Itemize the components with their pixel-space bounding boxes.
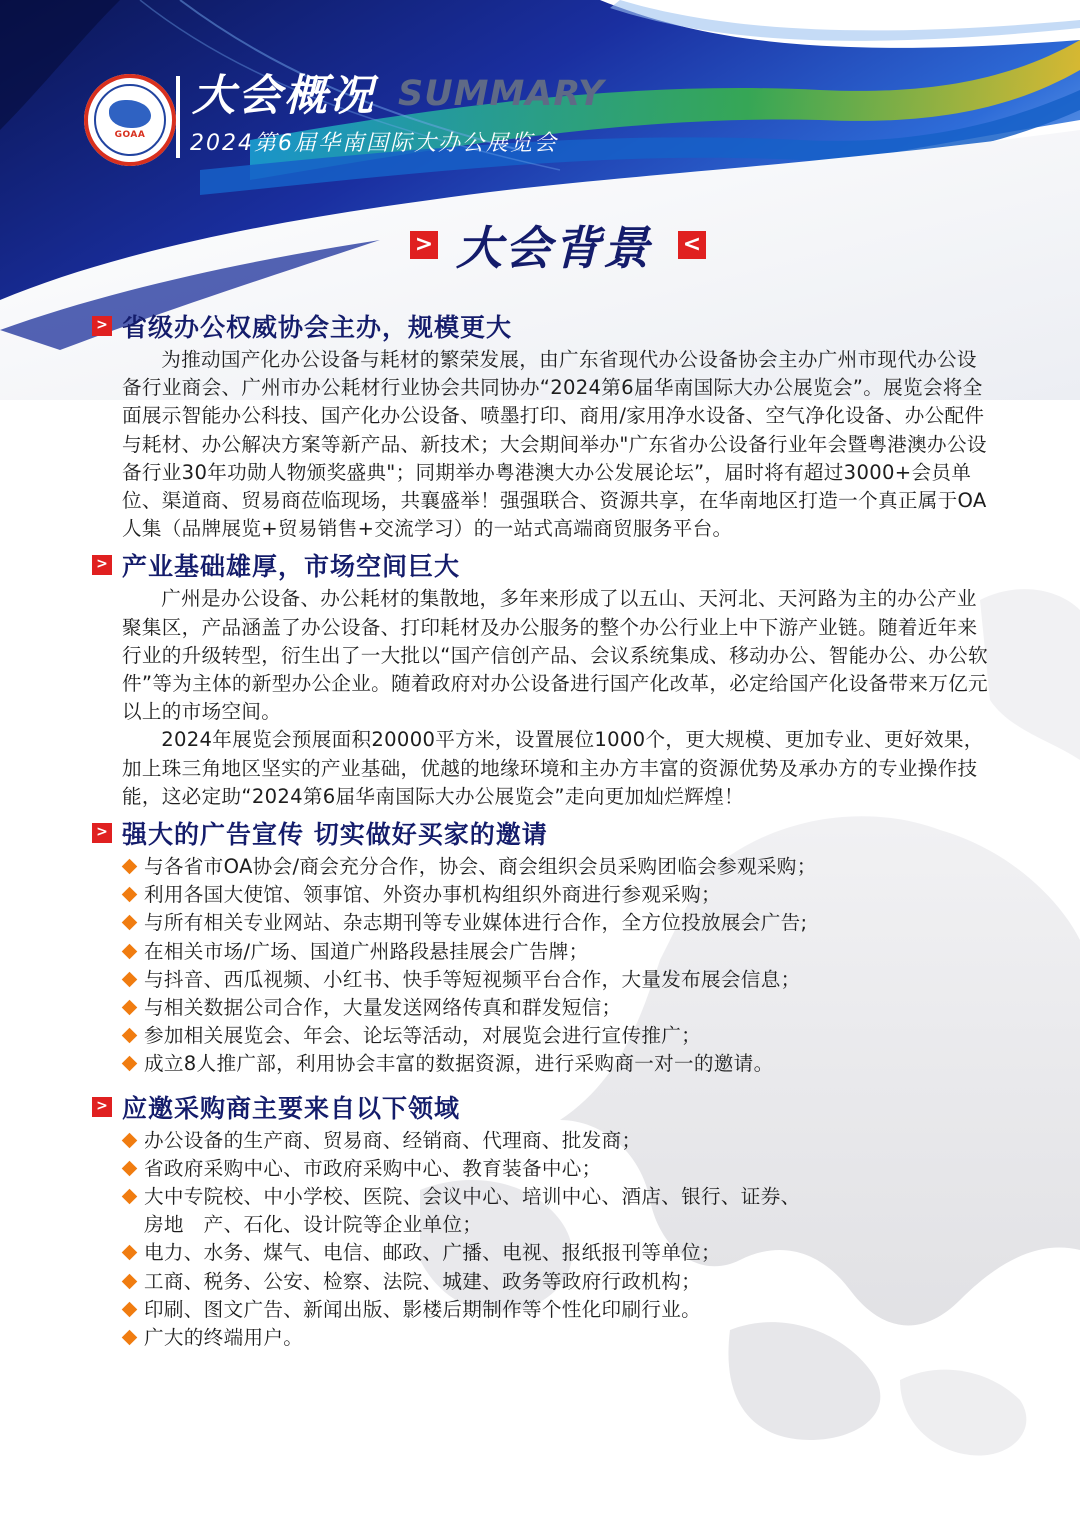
list-item-text: 与抖音、西瓜视频、小红书、快手等短视频平台合作，大量发布展会信息； bbox=[144, 967, 801, 991]
section-paragraph: 2024年展览会预展面积20000平方米，设置展位1000个，更大规模、更加专业、更好效果，加上珠三角地区坚实的产业基础，优越的地缘环境和主办方丰富的资源优势及承办方的专业操作技能，这必定助“2024第6届华南国际大办公展览会”走向更加灿烂辉煌！ bbox=[122, 728, 984, 808]
chevron-right-icon: > bbox=[92, 316, 112, 336]
section-paragraph: 广州是办公设备、办公耗材的集散地，多年来形成了以五山、天河北、天河路为主的办公产业聚集区，产品涵盖了办公设备、打印耗材及办公服务的整个办公行业上中下游产业链。随着近年来行业的升级转型，衍生出了一大批以“国产信创产品、会议系统集成、移动办公、智能办公、办公软件”等为主体的新型办公企业。随着政府对办公设备进行国产化改革，必定给国产化设备带来万亿元以上的市场空间。 bbox=[122, 587, 988, 724]
buyer-list bbox=[122, 1127, 992, 1353]
logo-text: GOAA bbox=[114, 130, 146, 140]
section-title: 省级办公权威协会主办，规模更大 bbox=[122, 313, 513, 342]
list-item bbox=[122, 1022, 992, 1050]
diamond-bullet-icon bbox=[122, 1056, 138, 1072]
section-title: 应邀采购商主要来自以下领域 bbox=[122, 1093, 461, 1123]
list-item-text: 工商、税务、公安、检察、法院、城建、政务等政府行政机构； bbox=[144, 1269, 702, 1293]
list-item-text: 利用各国大使馆、领事馆、外资办事机构组织外商进行参观采购； bbox=[144, 883, 721, 907]
list-item-text: 广大的终端用户。 bbox=[144, 1326, 304, 1350]
section-heading-4 bbox=[92, 1089, 992, 1125]
list-item-text: 与相关数据公司合作，大量发送网络传真和群发短信； bbox=[144, 996, 622, 1020]
chevron-right-icon: > bbox=[410, 231, 438, 259]
diamond-bullet-icon bbox=[122, 1273, 138, 1289]
list-item bbox=[122, 1127, 992, 1155]
list-item bbox=[122, 853, 992, 881]
list-item-text: 办公设备的生产商、贸易商、经销商、代理商、批发商； bbox=[144, 1128, 642, 1152]
list-item-text: 省政府采购中心、市政府采购中心、教育装备中心； bbox=[144, 1156, 602, 1180]
association-logo bbox=[84, 74, 176, 166]
list-item-text: 印刷、图文广告、新闻出版、影楼后期制作等个性化印刷行业。 bbox=[144, 1297, 702, 1321]
diamond-bullet-icon bbox=[122, 1000, 138, 1016]
section-heading-3 bbox=[92, 815, 992, 851]
title-divider bbox=[176, 76, 180, 158]
list-item bbox=[122, 1296, 992, 1324]
list-item bbox=[122, 909, 992, 937]
diamond-bullet-icon bbox=[122, 1132, 138, 1148]
list-item bbox=[122, 1050, 992, 1078]
list-item-text: 在相关市场/广场、国道广州路段悬挂展会广告牌； bbox=[144, 939, 589, 963]
diamond-bullet-icon bbox=[122, 1028, 138, 1044]
chevron-left-icon: < bbox=[678, 231, 706, 259]
list-item bbox=[122, 938, 992, 966]
diamond-bullet-icon bbox=[122, 1161, 138, 1177]
list-item-text: 大中专院校、中小学校、医院、会议中心、培训中心、酒店、银行、证券、 bbox=[144, 1185, 801, 1209]
page-title-english: SUMMARY bbox=[398, 74, 605, 114]
diamond-bullet-icon bbox=[122, 943, 138, 959]
exhibition-subtitle: 2024第6届华南国际大办公展览会 bbox=[190, 131, 558, 156]
list-item bbox=[122, 1183, 992, 1211]
list-item bbox=[122, 994, 992, 1022]
page-title: 大会概况 bbox=[192, 71, 376, 121]
list-item-text: 电力、水务、煤气、电信、邮政、广播、电视、报纸报刊等单位； bbox=[144, 1241, 721, 1265]
list-item bbox=[122, 1268, 992, 1296]
diamond-bullet-icon bbox=[122, 1302, 138, 1318]
main-content bbox=[92, 308, 992, 1352]
list-item-text: 与各省市OA协会/商会充分合作，协会、商会组织会员采购团临会参观采购； bbox=[144, 855, 817, 879]
list-item bbox=[122, 1239, 992, 1267]
chevron-right-icon: > bbox=[92, 1097, 112, 1117]
section-paragraph: 为推动国产化办公设备与耗材的繁荣发展，由广东省现代办公设备协会主办广州市现代办公设备行业商会、广州市办公耗材行业协会共同协办“2024第6届华南国际大办公展览会”。展览会将全面展示智能办公科技、国产化办公设备、喷墨打印、商用/家用净水设备、空气净化设备、办公配件与耗材、办公解决方案等新产品、新技术；大会期间举办"广东省办公设备行业年会暨粤港澳办公设备行业30年功勋人物颁奖盛典"；同期举办粤港澳大办公发展论坛”，届时将有超过3000+会员单位、渠道商、贸易商莅临现场，共襄盛举！强强联合、资源共享，在华南地区打造一个真正属于OA人集（品牌展览+贸易销售+交流学习）的一站式高端商贸服务平台。 bbox=[122, 348, 987, 541]
section-title: 产业基础雄厚，市场空间巨大 bbox=[122, 552, 461, 582]
section-heading-1 bbox=[92, 308, 992, 344]
diamond-bullet-icon bbox=[122, 1330, 138, 1346]
list-item-text: 成立8人推广部，利用协会丰富的数据资源，进行采购商一对一的邀请。 bbox=[144, 1052, 774, 1076]
section-title: 强大的广告宣传 切实做好买家的邀请 bbox=[122, 820, 548, 850]
diamond-bullet-icon bbox=[122, 915, 138, 931]
list-item bbox=[122, 1155, 992, 1183]
list-item-text: 与所有相关专业网站、杂志期刊等专业媒体进行合作，全方位投放展会广告; bbox=[144, 911, 808, 935]
section-heading-2 bbox=[92, 547, 992, 583]
diamond-bullet-icon bbox=[122, 1245, 138, 1261]
diamond-bullet-icon bbox=[122, 859, 138, 875]
diamond-bullet-icon bbox=[122, 887, 138, 903]
diamond-bullet-icon bbox=[122, 1189, 138, 1205]
promo-list bbox=[122, 853, 992, 1079]
list-item-text: 参加相关展览会、年会、论坛等活动，对展览会进行宣传推广； bbox=[144, 1024, 702, 1048]
chevron-right-icon: > bbox=[92, 555, 112, 575]
list-item bbox=[122, 881, 992, 909]
guangdong-map-icon bbox=[109, 100, 151, 128]
background-heading bbox=[410, 212, 706, 278]
diamond-bullet-icon bbox=[122, 972, 138, 988]
chevron-right-icon: > bbox=[92, 823, 112, 843]
list-item-continuation: 房地 产、石化、设计院等企业单位； bbox=[144, 1213, 483, 1237]
background-heading-text: 大会背景 bbox=[456, 221, 652, 275]
list-item bbox=[122, 966, 992, 994]
list-item bbox=[122, 1324, 992, 1352]
